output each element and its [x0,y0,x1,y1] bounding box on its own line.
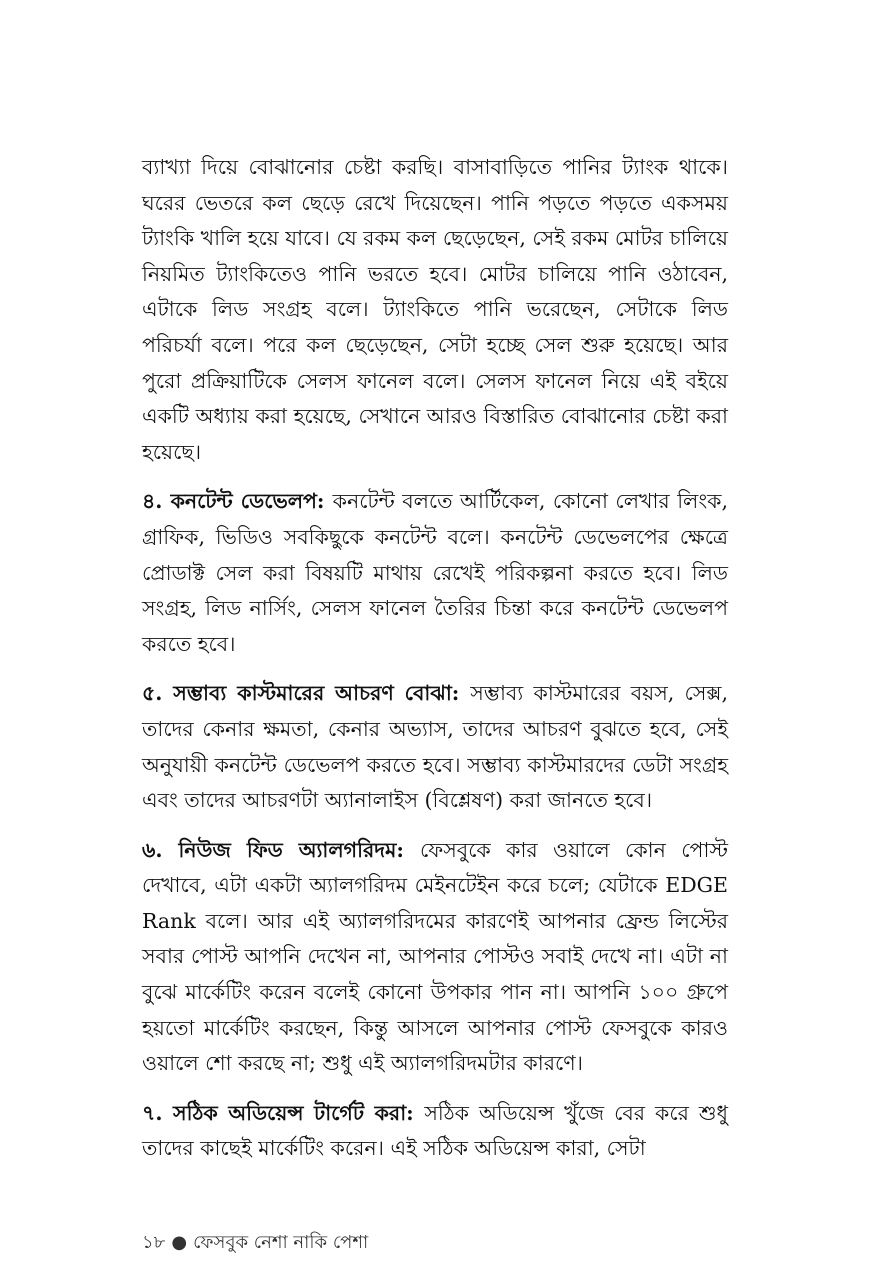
paragraph-heading: ৫. সম্ভাব্য কাস্টমারের আচরণ বোঝা: [142,681,471,706]
paragraph-customer-behavior [142,676,728,818]
paragraph-text: ফেসবুকে কার ওয়ালে কোন পোস্ট দেখাবে, এটা একটা অ্যালগরিদম মেইনটেইন করে চলে; যেটাকে EDGE Rank বলে। আর এই অ্যালগরিদমের কারণেই আপনার ফ্রেন্ড লিস্টের সবার পোস্ট আপনি দেখেন না, আপনার পোস্টও সবাই দেখে না। এটা না বুঝে মার্কেটিং করেন বলেই কোনো উপকার পান না। আপনি ১০০ গ্রুপে হয়তো মার্কেটিং করছেন, কিন্তু আসলে আপনার পোস্ট ফেসবুকে কারও ওয়ালে শো করছে না; শুধু এই অ্যালগরিদমটার কারণে। [142,837,728,1076]
paragraph-heading: ৬. নিউজ ফিড অ্যালগরিদম: [142,837,420,862]
paragraph-heading: ৪. কনটেন্ট ডেভেলপ: [142,489,333,514]
page-footer [142,1228,368,1259]
paragraph-text: সঠিক অডিয়েন্স খুঁজে বের করে শুধু তাদের কাছেই মার্কেটিং করেন। এই সঠিক অডিয়েন্স কারা, সেটা [142,1100,728,1161]
page-number: ১৮ [142,1232,166,1253]
paragraph-text: ব্যাখ্যা দিয়ে বোঝানোর চেষ্টা করছি। বাসাবাড়িতে পানির ট্যাংক থাকে। ঘরের ভেতরে কল ছেড়ে রেখে দিয়েছেন। পানি পড়তে পড়তে একসময় ট্যাংকি খালি হয়ে যাবে। যে রকম কল ছেড়েছেন, সেই রকম মোটর চালিয়ে নিয়মিত ট্যাংকিতেও পানি ভরতে হবে। মোটর চালিয়ে পানি ওঠাবেন, এটাকে লিড সংগ্রহ বলে। ট্যাংকিতে পানি ভরেছেন, সেটাকে লিড পরিচর্যা বলে। পরে কল ছেড়েছেন, সেটা হচ্ছে সেল শুরু হয়েছে। আর পুরো প্রক্রিয়াটিকে সেলস ফানেল বলে। সেলস ফানেল নিয়ে এই বইয়ে একটি অধ্যায় করা হয়েছে, সেখানে আরও বিস্তারিত বোঝানোর চেষ্টা করা হয়েছে। [142,155,728,464]
book-title: ফেসবুক নেশা নাকি পেশা [193,1232,369,1253]
paragraph-text: সম্ভাব্য কাস্টমারের বয়স, সেক্স, তাদের কেনার ক্ষমতা, কেনার অভ্যাস, তাদের আচরণ বুঝতে হবে, সেই অনুযায়ী কনটেন্ট ডেভেলপ করতে হবে। সম্ভাব্য কাস্টমারদের ডেটা সংগ্রহ এবং তাদের আচরণটা অ্যানালাইস (বিশ্লেষণ) করা জানতে হবে। [142,681,728,813]
paragraph-content-develop [142,484,728,662]
body-text [142,150,728,1181]
paragraph-target-audience [142,1096,728,1167]
paragraph-text: কনটেন্ট বলতে আর্টিকেল, কোনো লেখার লিংক, গ্রাফিক, ভিডিও সবকিছুকে কনটেন্ট বলে। কনটেন্ট ডেভেলপের ক্ষেত্রে প্রোডাক্ট সেল করা বিষয়টি মাথায় রেখেই পরিকল্পনা করতে হবে। লিড সংগ্রহ, লিড নার্সিং, সেলস ফানেল তৈরির চিন্তা করে কনটেন্ট ডেভেলপ করতে হবে। [142,489,729,656]
bullet-separator: ● [171,1232,188,1253]
paragraph-newsfeed-algorithm [142,833,728,1082]
paragraph-lead-collection [142,150,728,470]
paragraph-heading: ৭. সঠিক অডিয়েন্স টার্গেট করা: [142,1100,425,1125]
